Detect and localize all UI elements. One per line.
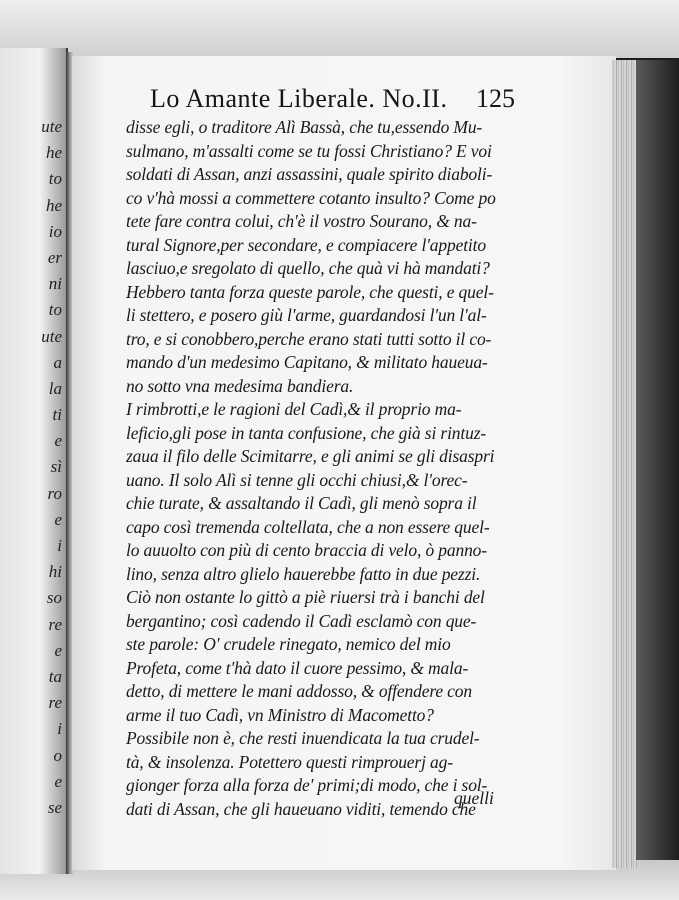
text-line: Possibile non è, che resti inuendicata la tua crudel- xyxy=(126,728,480,748)
left-line-ending: er xyxy=(47,247,62,267)
text-line: co v'hà mossi a commettere cotanto insulto? Come po xyxy=(126,187,496,208)
left-line-ending: e xyxy=(54,640,62,660)
text-line: ste parole: O' crudele rinegato, nemico del mio xyxy=(126,634,451,654)
left-line-ending: ta xyxy=(48,666,62,686)
left-line-ending: e xyxy=(54,771,62,791)
text-line: sulmano, m'assalti come se tu fossi Christiano? E voi xyxy=(126,140,492,161)
left-line-ending: i xyxy=(57,719,62,739)
text-line: no sotto vna medesima bandiera. xyxy=(126,375,354,396)
text-line: uano. Il solo Alì si tenne gli occhi chiusi,& l'orec- xyxy=(126,469,468,490)
text-line: soldati di Assan, anzi assassini, quale spirito diaboli- xyxy=(126,164,493,184)
left-line-ending: ro xyxy=(47,483,62,503)
left-line-ending: ni xyxy=(48,274,62,294)
running-title: Lo Amante Liberale. No.II. xyxy=(150,84,448,113)
left-line-ending: ute xyxy=(41,326,62,346)
left-line-ending: sì xyxy=(50,457,62,477)
background-top xyxy=(0,0,679,58)
text-line: bergantino; così cadendo il Cadì esclamò con que- xyxy=(126,610,477,631)
page-number: 125 xyxy=(476,84,515,113)
left-line-ending: re xyxy=(48,614,62,634)
left-line-ending: ute xyxy=(41,117,62,136)
left-line-ending: e xyxy=(54,509,62,529)
left-line-ending: re xyxy=(48,693,62,713)
left-line-ending: a xyxy=(53,352,62,372)
text-line: lo auuolto con più di cento braccia di velo, ò panno- xyxy=(126,540,487,560)
text-line: I rimbrotti,e le ragioni del Cadì,& il proprio ma- xyxy=(126,399,462,419)
text-line: Ciò non ostante lo gittò a piè riuersi trà i banchi del xyxy=(126,587,485,607)
page-header xyxy=(150,84,540,118)
text-line: tà, & insolenza. Potettero questi rimprouerj ag- xyxy=(126,751,453,772)
text-line: leficio,gli pose in tanta confusione, che già si rintuz- xyxy=(126,422,487,443)
text-line: lasciuo,e sregolato di quello, che quà vi hà mandati? xyxy=(126,258,490,278)
left-line-ending: to xyxy=(48,300,62,320)
text-line: li stettero, e posero giù l'arme, guardandosi l'un l'al- xyxy=(126,305,487,325)
book-cover-edge xyxy=(636,60,679,860)
text-line: gionger forza alla forza de' primi;di modo, che i sol- xyxy=(126,775,488,795)
left-page-line-endings xyxy=(12,114,62,821)
text-line: tural Signore,per secondare, e compiacere l'appetito xyxy=(126,234,486,255)
left-line-ending: ti xyxy=(52,405,62,425)
text-line: chie turate, & assaltando il Cadì, gli menò sopra il xyxy=(126,493,477,513)
left-line-ending: o xyxy=(53,745,62,765)
text-line: zaua il filo delle Scimitarre, e gli animi se gli disaspri xyxy=(126,446,495,466)
body-text xyxy=(126,116,526,821)
text-line: Hebbero tanta forza queste parole, che questi, e quel- xyxy=(126,281,494,302)
text-line: tete fare contra colui, ch'è il vostro Sourano, & na- xyxy=(126,211,477,231)
left-line-ending: hi xyxy=(48,562,62,582)
text-line: disse egli, o traditore Alì Bassà, che tu,essendo Mu- xyxy=(126,117,483,137)
text-line: Profeta, come t'hà dato il cuore pessimo, & mala- xyxy=(126,657,469,678)
left-line-ending: he xyxy=(45,143,62,163)
left-line-ending: to xyxy=(48,169,62,189)
left-line-ending: la xyxy=(48,378,62,398)
left-line-ending: so xyxy=(46,588,62,608)
left-line-ending: io xyxy=(48,221,62,241)
left-line-ending: he xyxy=(45,195,62,215)
left-line-ending: e xyxy=(54,431,62,451)
left-page xyxy=(0,48,68,874)
catchword: quelli xyxy=(454,788,494,808)
left-line-ending: i xyxy=(57,536,62,555)
text-line: mando d'un medesimo Capitano, & militato haueua- xyxy=(126,352,488,372)
text-line: dati di Assan, che gli haueuano viditi, temendo che xyxy=(126,798,476,819)
text-line: tro, e si conobbero,perche erano stati tutti sotto il co- xyxy=(126,328,492,349)
text-line: detto, di mettere le mani addosso, & offendere con xyxy=(126,681,472,701)
text-line: lino, senza altro glielo hauerebbe fatto in due pezzi. xyxy=(126,563,481,584)
text-line: capo così tremenda coltellata, che a non essere quel- xyxy=(126,516,490,537)
left-line-ending: se xyxy=(47,797,62,817)
text-line: arme il tuo Cadì, vn Ministro di Macometto? xyxy=(126,704,434,725)
